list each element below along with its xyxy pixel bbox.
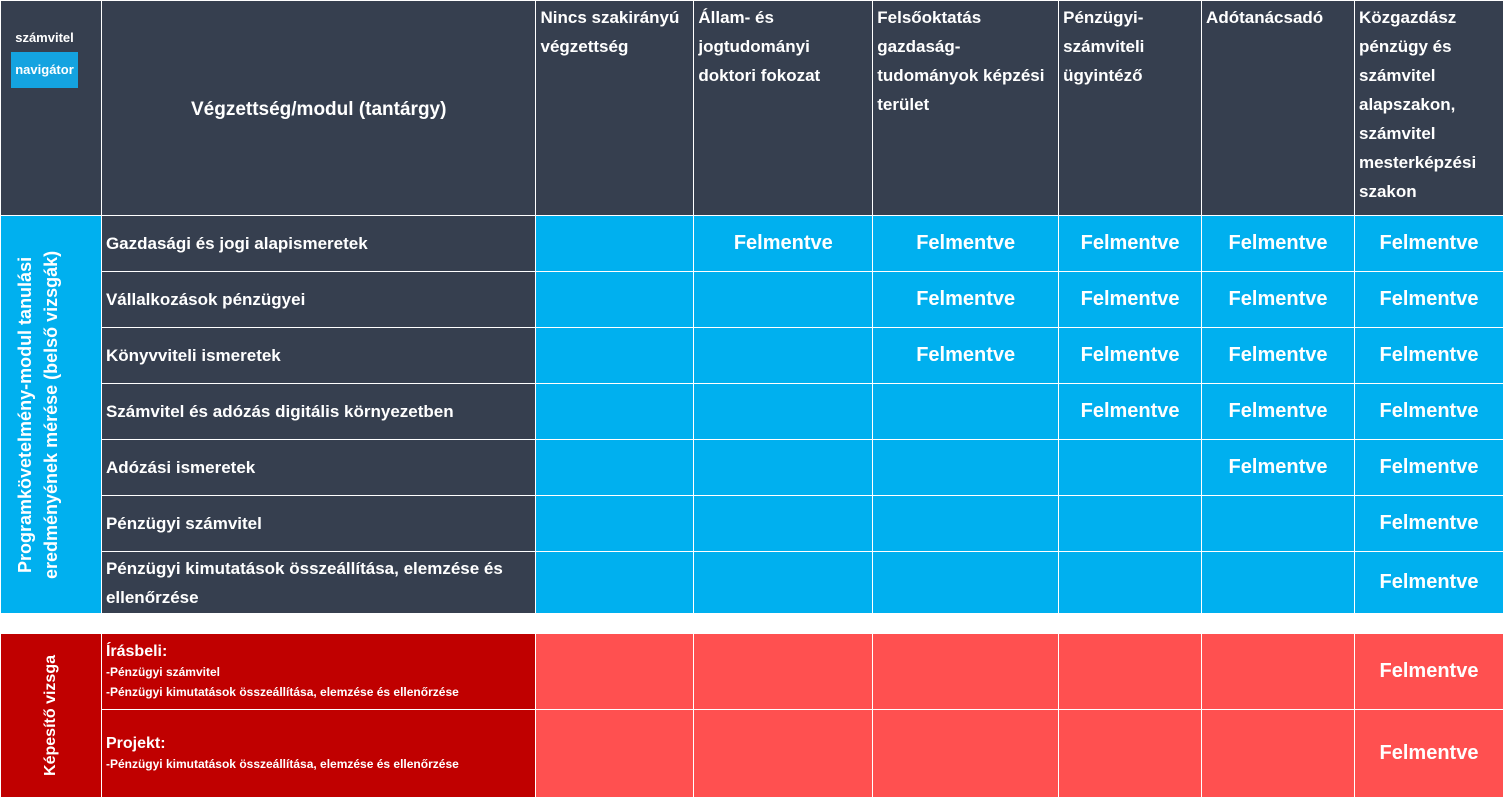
cell	[873, 552, 1059, 614]
module-name: Vállalkozások pénzügyei	[101, 272, 536, 328]
cell	[694, 272, 873, 328]
exam-description	[101, 634, 536, 710]
cell: Felmentve	[873, 328, 1059, 384]
header-row	[1, 1, 1504, 216]
cell: Felmentve	[1354, 328, 1503, 384]
cell	[1059, 552, 1202, 614]
exam-item: -Pénzügyi kimutatások összeállítása, elemzése és ellenőrzése	[105, 756, 459, 771]
cell	[1202, 496, 1355, 552]
module-name: Könyvviteli ismeretek	[101, 328, 536, 384]
cell: Felmentve	[1202, 328, 1355, 384]
exam-item: -Pénzügyi számvitel	[105, 664, 220, 679]
col-header-economist: Közgazdász pénzügy és számvitel alapszakon, számvitel mesterképzési szakon	[1354, 1, 1503, 216]
cell	[1059, 710, 1202, 798]
cell	[694, 710, 873, 798]
cell	[536, 384, 694, 440]
cell	[694, 328, 873, 384]
exam-title: Írásbeli:	[105, 642, 168, 660]
logo	[11, 23, 78, 88]
col-header-law-doctorate: Állam- és jogtudományi doktori fokozat	[694, 1, 873, 216]
col-header-tax-advisor: Adótanácsadó	[1202, 1, 1355, 216]
cell: Felmentve	[1354, 634, 1503, 710]
col-header-finance-clerk: Pénzügyi-számviteli ügyintéző	[1059, 1, 1202, 216]
module-row	[1, 440, 1504, 496]
cell: Felmentve	[873, 216, 1059, 272]
cell	[873, 496, 1059, 552]
cell	[694, 634, 873, 710]
cell	[873, 710, 1059, 798]
cell: Felmentve	[1202, 384, 1355, 440]
module-row	[1, 496, 1504, 552]
cell	[1202, 552, 1355, 614]
cell	[1202, 634, 1355, 710]
cell: Felmentve	[1354, 272, 1503, 328]
module-row	[1, 552, 1504, 614]
cell	[873, 634, 1059, 710]
cell: Felmentve	[873, 272, 1059, 328]
exam-title: Projekt:	[105, 734, 166, 752]
module-name: Számvitel és adózás digitális környezetben	[101, 384, 536, 440]
section1-label-cell	[1, 216, 102, 614]
cell: Felmentve	[1354, 710, 1503, 798]
cell	[873, 440, 1059, 496]
section2-label-cell	[1, 634, 102, 798]
module-name: Pénzügyi kimutatások összeállítása, elemzése és ellenőrzése	[101, 552, 536, 614]
cell: Felmentve	[694, 216, 873, 272]
module-name: Pénzügyi számvitel	[101, 496, 536, 552]
cell	[873, 384, 1059, 440]
module-row	[1, 272, 1504, 328]
logo-line2: navigátor	[11, 52, 78, 88]
cell	[536, 710, 694, 798]
cell	[536, 216, 694, 272]
cell: Felmentve	[1202, 216, 1355, 272]
cell	[694, 440, 873, 496]
cell: Felmentve	[1354, 440, 1503, 496]
cell: Felmentve	[1059, 272, 1202, 328]
exam-description	[101, 710, 536, 798]
col-header-economics-higher-ed: Felsőoktatás gazdaság-tudományok képzési terület	[873, 1, 1059, 216]
cell: Felmentve	[1059, 216, 1202, 272]
module-row	[1, 384, 1504, 440]
cell	[536, 328, 694, 384]
col-header-none: Nincs szakirányú végzettség	[536, 1, 694, 216]
logo-line1: számvitel	[11, 23, 78, 52]
module-row	[1, 216, 1504, 272]
cell	[694, 552, 873, 614]
cell: Felmentve	[1202, 272, 1355, 328]
cell	[1059, 440, 1202, 496]
cell	[536, 440, 694, 496]
module-row	[1, 328, 1504, 384]
cell: Felmentve	[1354, 384, 1503, 440]
cell	[536, 272, 694, 328]
module-name: Gazdasági és jogi alapismeretek	[101, 216, 536, 272]
section2-label: Képesítő vizsga	[41, 655, 59, 776]
cell	[694, 496, 873, 552]
cell	[1202, 710, 1355, 798]
exam-row	[1, 710, 1504, 798]
cell: Felmentve	[1059, 328, 1202, 384]
logo-cell	[1, 1, 102, 216]
cell	[536, 552, 694, 614]
section1-label: Programkövetelmény-modul tanulási eredményének mérése (belső vizsgák)	[14, 250, 61, 579]
cell: Felmentve	[1202, 440, 1355, 496]
cell	[536, 634, 694, 710]
cell: Felmentve	[1354, 552, 1503, 614]
module-name: Adózási ismeretek	[101, 440, 536, 496]
cell: Felmentve	[1354, 216, 1503, 272]
exam-item: -Pénzügyi kimutatások összeállítása, elemzése és ellenőrzése	[105, 684, 459, 699]
section-gap	[1, 614, 1504, 634]
cell: Felmentve	[1354, 496, 1503, 552]
header-main: Végzettség/modul (tantárgy)	[101, 1, 536, 216]
cell	[1059, 634, 1202, 710]
cell	[536, 496, 694, 552]
cell	[694, 384, 873, 440]
exam-row	[1, 634, 1504, 710]
cell: Felmentve	[1059, 384, 1202, 440]
cell	[1059, 496, 1202, 552]
